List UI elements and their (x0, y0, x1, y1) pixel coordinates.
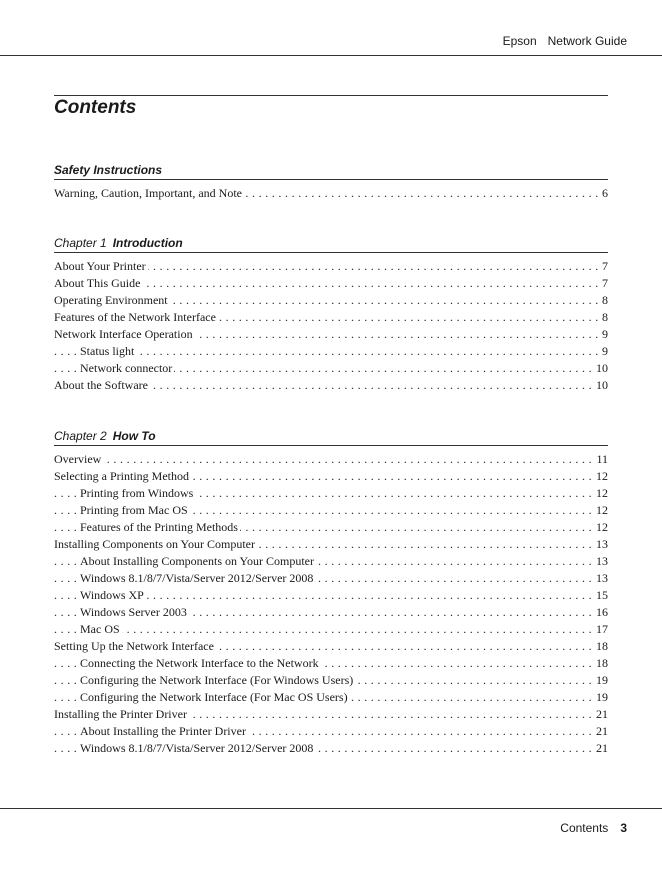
page-header (503, 34, 627, 48)
toc-entry[interactable]: About the Software 10 . . . (54, 377, 608, 394)
section-rule (54, 252, 608, 253)
chapter-heading-2 (54, 428, 608, 444)
toc-subentry[interactable]: Printing from Mac OS 12 . . . (54, 502, 608, 519)
chapter-name: How To (112, 429, 156, 443)
header-brand: Epson (502, 34, 537, 48)
toc-subentry[interactable]: About Installing the Printer Driver 21 . . . (54, 723, 608, 740)
toc-entry[interactable]: About Your Printer 7 . . . (54, 258, 608, 275)
chapter-label: Chapter 2 (54, 429, 107, 443)
toc-subentry[interactable]: Windows 8.1/8/7/Vista/Server 2012/Server 2008 21 . . . (54, 740, 608, 757)
section-rule (54, 445, 608, 446)
toc-entry[interactable]: Selecting a Printing Method 12 . . . (54, 468, 608, 485)
toc-subentry[interactable]: Printing from Windows 12 . . . (54, 485, 608, 502)
toc-subentry[interactable]: Mac OS 17 . . . (54, 621, 608, 638)
section-heading-safety (54, 154, 608, 178)
header-rule (0, 55, 662, 56)
page-number: 3 (620, 821, 627, 835)
toc-entry[interactable]: Setting Up the Network Interface 18 . . . (54, 638, 608, 655)
toc-subentry[interactable]: Windows Server 2003 16 . . . (54, 604, 608, 621)
safety-heading: Safety Instructions (54, 163, 163, 177)
toc-content (54, 95, 608, 757)
toc-subentry[interactable]: Connecting the Network Interface to the Network 18 . . . (54, 655, 608, 672)
footer-rule (0, 808, 662, 809)
toc-subentry[interactable]: Configuring the Network Interface (For Mac OS Users) 19 . . . (54, 689, 608, 706)
toc-entry[interactable]: Operating Environment 8 . . . (54, 292, 608, 309)
section-rule (54, 179, 608, 180)
chapter1-entries (54, 258, 608, 394)
toc-entry[interactable]: Warning, Caution, Important, and Note 6 . . . (54, 185, 608, 202)
toc-subentry[interactable]: Status light 9 . . . (54, 343, 608, 360)
safety-entries (54, 185, 608, 202)
toc-entry[interactable]: Features of the Network Interface 8 . . . (54, 309, 608, 326)
chapter-label: Chapter 1 (54, 236, 107, 250)
toc-entry[interactable]: Installing Components on Your Computer 13 . . . (54, 536, 608, 553)
toc-entry[interactable]: Overview 11 . . . (54, 451, 608, 468)
toc-subentry[interactable]: Windows XP 15 . . . (54, 587, 608, 604)
chapter2-entries (54, 451, 608, 757)
toc-entry[interactable]: About This Guide 7 . . . (54, 275, 608, 292)
page-footer (560, 821, 627, 835)
toc-entry[interactable]: Installing the Printer Driver 21 . . . (54, 706, 608, 723)
chapter-name: Introduction (112, 236, 183, 250)
toc-entry[interactable]: Network Interface Operation 9 . . . (54, 326, 608, 343)
toc-subentry[interactable]: Network connector 10 . . . (54, 360, 608, 377)
footer-section: Contents (560, 821, 609, 835)
page-title: Contents (54, 97, 137, 118)
toc-subentry[interactable]: About Installing Components on Your Computer 13 . . . (54, 553, 608, 570)
toc-subentry[interactable]: Configuring the Network Interface (For Windows Users) 19 . . . (54, 672, 608, 689)
chapter-heading-1 (54, 235, 608, 251)
header-guide-title: Network Guide (547, 34, 627, 48)
toc-subentry[interactable]: Windows 8.1/8/7/Vista/Server 2012/Server 2008 13 . . . (54, 570, 608, 587)
toc-subentry[interactable]: Features of the Printing Methods 12 . . . (54, 519, 608, 536)
